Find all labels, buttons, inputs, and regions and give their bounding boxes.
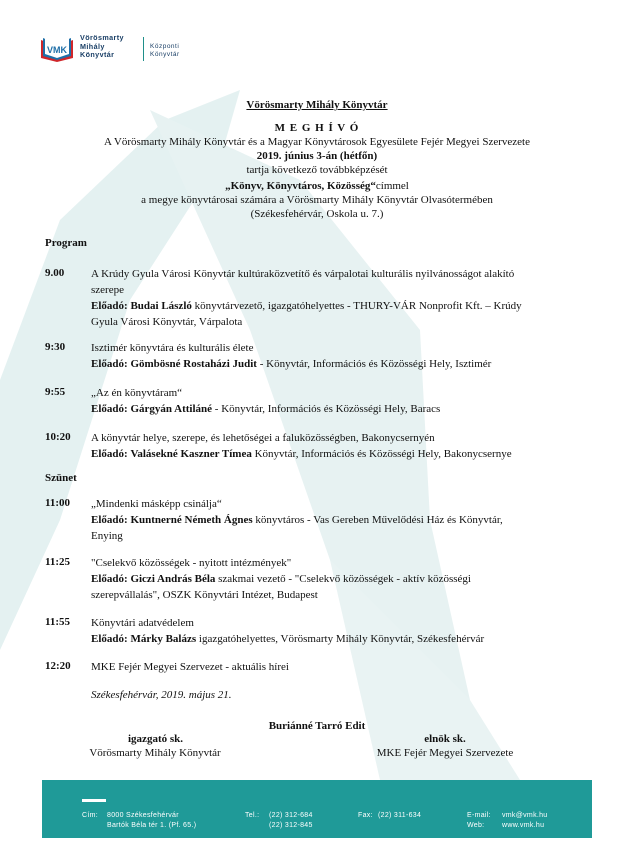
logo-wordmark: Vörösmarty Mihály Könyvtár xyxy=(80,33,124,60)
presenter-label: Előadó: xyxy=(91,300,128,312)
tel-label: Tel.: xyxy=(245,812,260,819)
address-line-2: Bartók Béla tér 1. (Pf. 65.) xyxy=(107,822,197,829)
document-title: Vörösmarty Mihály Könyvtár xyxy=(246,99,388,111)
logo-subtitle: Központi Könyvtár xyxy=(150,43,180,59)
place-and-date: Székesfehérvár, 2019. május 21. xyxy=(91,689,232,701)
intro-line-organizers: A Vörösmarty Mihály Könyvtár és a Magyar Könyvtárosok Egyesülete Fejér Megyei Szervezete xyxy=(104,136,530,148)
presenter-label: Előadó: xyxy=(91,573,128,585)
program-item xyxy=(91,615,599,647)
program-item xyxy=(91,385,599,417)
time-slot: 9:55 xyxy=(45,386,66,398)
presenter-affiliation: - Könyvtár, Információs és Közösségi Hely, Baracs xyxy=(214,403,441,415)
presenter-affiliation: Könyvtár, Információs és Közösségi Hely, Bakonycsernye xyxy=(254,448,512,460)
item-topic: Isztimér könyvtára és kulturális élete xyxy=(91,342,254,354)
signer-name: Buriánné Tarró Edit xyxy=(268,720,366,732)
presenter-affiliation: könyvtáros - Vas Gereben Művelődési Ház és Könyvtár, xyxy=(255,514,503,526)
tel-1: (22) 312-684 xyxy=(269,812,313,819)
intro-line-audience: a megye könyvtárosai számára a Vörösmarty Mihály Könyvtár Olvasótermében xyxy=(141,194,493,206)
footer-contact-bar xyxy=(42,780,592,838)
address-label: Cím: xyxy=(82,812,98,819)
program-item xyxy=(91,340,599,372)
program-item xyxy=(91,496,599,544)
logo-divider xyxy=(143,37,144,61)
signature-left-org: Vörösmarty Mihály Könyvtár xyxy=(89,747,221,759)
presenter-affiliation: könyvtárvezető, igazgatóhelyettes - THURY-VÁR Nonprofit Kft. – Krúdy xyxy=(194,300,522,312)
invitation-heading: M E G H Í V Ó xyxy=(274,122,360,134)
signature-left-role: igazgató sk. xyxy=(128,733,183,745)
presenter-label: Előadó: xyxy=(91,633,128,645)
break-heading: Szünet xyxy=(45,472,77,484)
presenter-affiliation-cont: Enying xyxy=(91,530,123,542)
event-address: (Székesfehérvár, Oskola u. 7.) xyxy=(250,208,384,220)
item-topic: A Krúdy Gyula Városi Könyvtár kultúraközvetítő és várpalotai kulturális nyilvánosságot alakító xyxy=(91,268,515,280)
item-topic: A könyvtár helye, szerepe, és lehetőségei a faluközösségben, Bakonycsernyén xyxy=(91,432,435,444)
program-heading: Program xyxy=(45,237,87,249)
time-slot: 11:55 xyxy=(45,616,71,628)
item-topic: „Mindenki másképp csinálja“ xyxy=(91,498,222,510)
item-topic: MKE Fejér Megyei Szervezet - aktuális hírei xyxy=(91,661,289,673)
program-item xyxy=(91,659,599,675)
presenter-name: Valásekné Kaszner Tímea xyxy=(130,448,252,460)
svg-text:VMK: VMK xyxy=(47,45,67,55)
presenter-name: Budai László xyxy=(130,300,192,312)
time-slot: 11:25 xyxy=(45,556,71,568)
event-date: 2019. június 3-án (hétfőn) xyxy=(256,150,378,162)
presenter-name: Giczi András Béla xyxy=(130,573,216,585)
presenter-label: Előadó: xyxy=(91,514,128,526)
time-slot: 9:30 xyxy=(45,341,66,353)
web-label: Web: xyxy=(467,822,485,829)
web-link[interactable]: www.vmk.hu xyxy=(502,822,545,829)
program-item xyxy=(91,555,599,603)
presenter-affiliation-cont: szerepvállalás", OSZK Könyvtári Intézet, Budapest xyxy=(91,589,318,601)
item-topic: "Cselekvő közösségek - nyitott intézmények" xyxy=(91,557,292,569)
email-label: E-mail: xyxy=(467,812,491,819)
email-link[interactable]: vmk@vmk.hu xyxy=(502,812,548,819)
intro-line-training: tartja következő továbbképzését xyxy=(246,164,388,176)
presenter-affiliation: - Könyvtár, Információs és Közösségi Hely, Isztimér xyxy=(259,358,492,370)
presenter-name: Márky Balázs xyxy=(130,633,197,645)
presenter-label: Előadó: xyxy=(91,448,128,460)
fax-label: Fax: xyxy=(358,812,373,819)
presenter-affiliation-cont: Gyula Városi Könyvtár, Várpalota xyxy=(91,316,243,328)
time-slot: 11:00 xyxy=(45,497,71,509)
address-line-1: 8000 Székesfehérvár xyxy=(107,812,179,819)
footer-accent-bar xyxy=(82,799,106,802)
item-topic: Könyvtári adatvédelem xyxy=(91,617,194,629)
time-slot: 12:20 xyxy=(45,660,71,672)
program-item xyxy=(91,430,599,462)
signature-right-role: elnök sk. xyxy=(424,733,466,745)
library-logo-icon xyxy=(40,34,74,62)
presenter-affiliation: szakmai vezető - "Cselekvő közösségek - aktív közösségi xyxy=(218,573,471,585)
item-topic: „Az én könyvtáram“ xyxy=(91,387,183,399)
presenter-name: Kuntnerné Németh Ágnes xyxy=(130,514,253,526)
presenter-label: Előadó: xyxy=(91,403,128,415)
item-topic-cont: szerepe xyxy=(91,284,124,296)
event-title: „Könyv, Könyvtáros, Közösség“ xyxy=(225,180,376,192)
program-item xyxy=(91,266,599,330)
time-slot: 10:20 xyxy=(45,431,71,443)
presenter-label: Előadó: xyxy=(91,358,128,370)
time-slot: 9.00 xyxy=(45,267,65,279)
fax-number: (22) 311-634 xyxy=(378,812,422,819)
tel-2: (22) 312-845 xyxy=(269,822,313,829)
event-title-suffix: címmel xyxy=(375,180,409,192)
presenter-name: Gömbösné Rostaházi Judit xyxy=(130,358,257,370)
presenter-affiliation: igazgatóhelyettes, Vörösmarty Mihály Könyvtár, Székesfehérvár xyxy=(198,633,485,645)
presenter-name: Gárgyán Attiláné xyxy=(130,403,213,415)
signature-right-org: MKE Fejér Megyei Szervezete xyxy=(376,747,514,759)
event-title-line xyxy=(0,179,634,193)
